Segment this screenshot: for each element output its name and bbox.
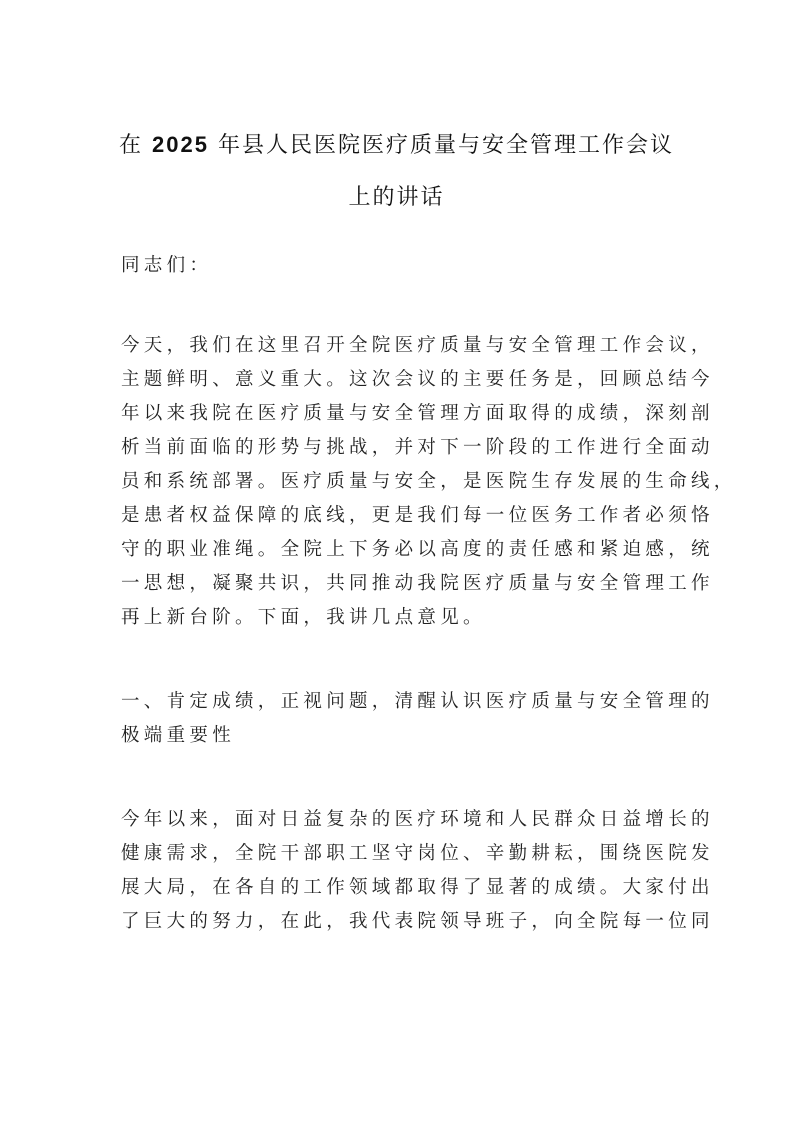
paragraph-line: 员和系统部署。医疗质量与安全，是医院生存发展的生命线， — [121, 471, 737, 492]
title-suffix: 年县人民医院医疗质量与安全管理工作会议 — [208, 133, 674, 158]
salutation: 同志们： — [121, 255, 213, 276]
title-year: 2025 — [152, 132, 209, 157]
paragraph-line: 健康需求，全院干部职工坚守岗位、辛勤耕耘，围绕医院发 — [121, 843, 714, 864]
paragraph-line: 今年以来，面对日益复杂的医疗环境和人民群众日益增长的 — [121, 809, 714, 830]
section-heading-line: 一、肯定成绩，正视问题，清醒认识医疗质量与安全管理的 — [121, 691, 714, 712]
title-prefix: 在 — [119, 133, 153, 158]
paragraph-line: 展大局，在各自的工作领域都取得了显著的成绩。大家付出 — [121, 877, 714, 898]
paragraph-line: 守的职业准绳。全院上下务必以高度的责任感和紧迫感，统 — [121, 539, 714, 560]
paragraph-line: 今天，我们在这里召开全院医疗质量与安全管理工作会议， — [121, 335, 714, 356]
section-heading-line: 极端重要性 — [121, 725, 236, 746]
paragraph-line: 年以来我院在医疗质量与安全管理方面取得的成绩，深刻剖 — [121, 403, 714, 424]
paragraph-line: 析当前面临的形势与挑战，并对下一阶段的工作进行全面动 — [121, 437, 714, 458]
paragraph-line: 是患者权益保障的底线，更是我们每一位医务工作者必须恪 — [121, 505, 714, 526]
paragraph-line: 再上新台阶。下面，我讲几点意见。 — [121, 607, 486, 628]
document-title-line2: 上的讲话 — [348, 185, 445, 210]
document-title-line1 — [0, 128, 793, 159]
paragraph-line: 了巨大的努力，在此，我代表院领导班子，向全院每一位同 — [121, 911, 714, 932]
paragraph-line: 主题鲜明、意义重大。这次会议的主要任务是，回顾总结今 — [121, 369, 714, 390]
paragraph-line: 一思想，凝聚共识，共同推动我院医疗质量与安全管理工作 — [121, 573, 714, 594]
